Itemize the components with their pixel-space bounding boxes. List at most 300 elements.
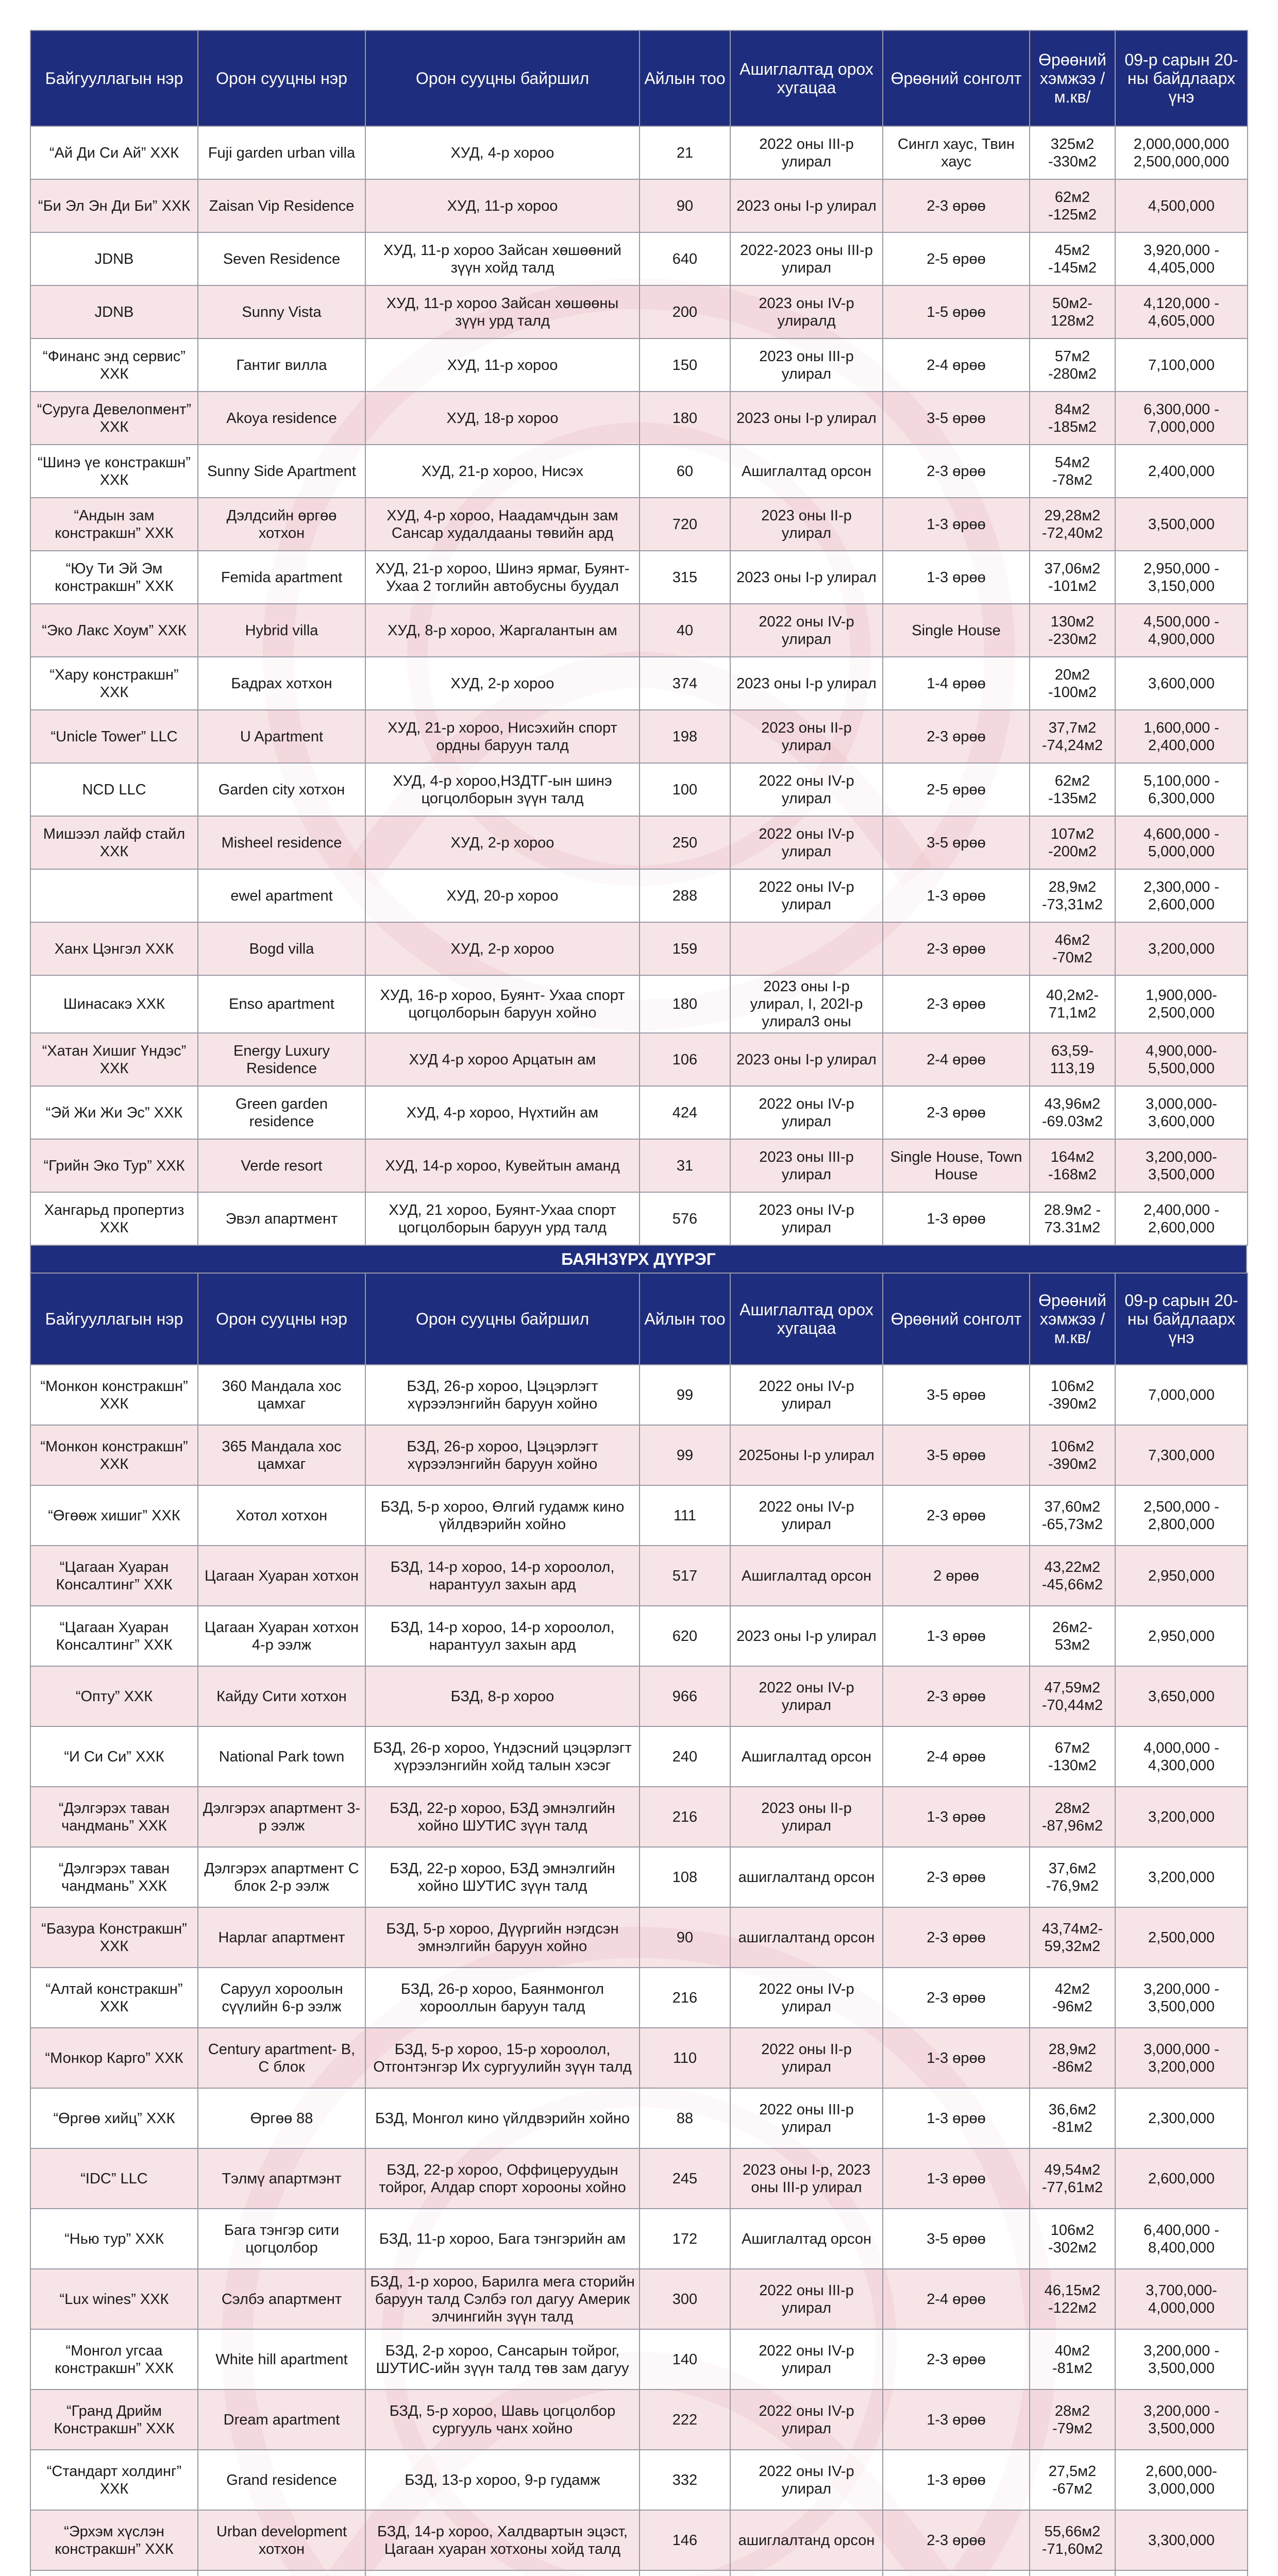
cell-location: ХУД, 21-р хороо, Нисэх: [365, 445, 640, 498]
cell-units: 332: [640, 2450, 730, 2510]
cell-units: 374: [640, 657, 730, 710]
cell-units: 720: [640, 498, 730, 551]
price-sheet: [30, 30, 1247, 2576]
cell-complex: White hill apartment: [198, 2329, 365, 2389]
table-row: [30, 2329, 1248, 2389]
table-row: [30, 1968, 1248, 2028]
cell-price: 2,400,000: [1115, 445, 1248, 498]
cell-size: 27,5м2 -67м2: [1030, 2450, 1115, 2510]
cell-price: 4,500,000 - 4,900,000: [1115, 604, 1248, 657]
cell-units: 517: [640, 1546, 730, 1606]
table-row: [30, 1787, 1248, 1847]
cell-complex: Sunny Vista: [198, 285, 365, 338]
cell-location: БЗД, 22-р хороо, БЗД эмнэлгийн хойно ШУТИС зүүн талд: [365, 1847, 640, 1907]
cell-rooms: 2-3 өрөө: [883, 1907, 1030, 1968]
cell-units: 40: [640, 604, 730, 657]
cell-location: ХУД, 4-р хороо: [365, 126, 640, 179]
cell-size: 37,7м2 -74,24м2: [1030, 710, 1115, 763]
cell-location: ХУД, 14-р хороо, Кувейтын аманд: [365, 1139, 640, 1192]
header-location: Орон сууцны байршил: [365, 1273, 640, 1365]
cell-size: 46,15м2 -122м2: [1030, 2269, 1115, 2329]
cell-complex: Өргөө 88: [198, 2088, 365, 2148]
cell-rooms: Single House, Town House: [883, 1139, 1030, 1192]
cell-date: 2022 оны IV-р улирал: [730, 763, 883, 816]
cell-location: ХУД, 2-р хороо: [365, 922, 640, 975]
cell-price: 2,300,000: [1115, 2088, 1248, 2148]
table-row: [30, 2570, 1248, 2576]
cell-complex: Hybrid villa: [198, 604, 365, 657]
cell-price: 2,500,000 - 2,800,000: [1115, 1485, 1248, 1546]
header-size: Өрөөний хэмжээ /м.кв/: [1030, 1273, 1115, 1365]
cell-location: БЗД, 14-р хороо, 14-р хороолол, нарантуул захын ард: [365, 1606, 640, 1666]
cell-price: 4,900,000- 5,500,000: [1115, 1033, 1248, 1086]
cell-date: Ашиглалтад орсон: [730, 2209, 883, 2269]
cell-price: 3,200,000: [1115, 1847, 1248, 1907]
cell-size: 28.9м2 - 73.31м2: [1030, 1192, 1115, 1245]
header-complex: Орон сууцны нэр: [198, 30, 365, 126]
cell-units: 146: [640, 2510, 730, 2570]
cell-location: ХУД, 21 хороо, Буянт-Ухаа спорт цогцолборын баруун урд талд: [365, 1192, 640, 1245]
cell-rooms: 2-3 өрөө: [883, 1847, 1030, 1907]
cell-units: 90: [640, 1907, 730, 1968]
cell-units: 620: [640, 1606, 730, 1666]
header-units: Айлын тоо: [640, 30, 730, 126]
cell-units: 424: [640, 1086, 730, 1139]
cell-company: “Хару констракшн” ХХК: [30, 657, 198, 710]
table-row: [30, 2028, 1248, 2088]
cell-company: “Цагаан Хуаран Консалтинг” ХХК: [30, 1546, 198, 1606]
cell-units: 111: [640, 1485, 730, 1546]
cell-company: Мишээл лайф стайл ХХК: [30, 816, 198, 869]
cell-date: Ашиглалтад орсон: [730, 1546, 883, 1606]
cell-units: 245: [640, 2148, 730, 2209]
cell-rooms: 2-3 өрөө: [883, 2329, 1030, 2389]
cell-company: “Дэлгэрэх таван чандмань” ХХК: [30, 1847, 198, 1907]
cell-company: “Грийн Эко Тур” ХХК: [30, 1139, 198, 1192]
cell-units: 159: [640, 922, 730, 975]
cell-units: 216: [640, 1968, 730, 2028]
cell-units: 60: [640, 445, 730, 498]
cell-rooms: 1-3 өрөө: [883, 1192, 1030, 1245]
cell-company: “Цагаан Хуаран Консалтинг” ХХК: [30, 1606, 198, 1666]
cell-units: 88: [640, 2088, 730, 2148]
table-row: [30, 1033, 1248, 1086]
cell-location: ХУД, 4-р хороо, Нүхтийн ам: [365, 1086, 640, 1139]
cell-size: 28м2 -79м2: [1030, 2389, 1115, 2450]
cell-size: 63,59- 113,19: [1030, 1033, 1115, 1086]
cell-size: 62м2 -125м2: [1030, 179, 1115, 232]
cell-location: ХУД, 16-р хороо, Буянт- Ухаа спорт цогцолборын баруун хойно: [365, 975, 640, 1033]
cell-complex: Эвэл апартмент: [198, 1192, 365, 1245]
cell-company: NCD LLC: [30, 763, 198, 816]
cell-rooms: 1-3 өрөө: [883, 1606, 1030, 1666]
cell-complex: National Park town: [198, 1726, 365, 1787]
cell-size: [1030, 2570, 1115, 2576]
cell-rooms: 2 өрөө: [883, 1546, 1030, 1606]
cell-company: “Базура Констракшн” ХХК: [30, 1907, 198, 1968]
district-title: БАЯНЗҮРХ ДҮҮРЭГ: [30, 1246, 1247, 1273]
cell-complex: Green garden residence: [198, 1086, 365, 1139]
cell-units: 198: [640, 710, 730, 763]
cell-price: 2,400,000 - 2,600,000: [1115, 1192, 1248, 1245]
header-rooms: Өрөөний сонголт: [883, 1273, 1030, 1365]
cell-price: 3,650,000: [1115, 1666, 1248, 1726]
header-units: Айлын тоо: [640, 1273, 730, 1365]
cell-rooms: 1-3 өрөө: [883, 1787, 1030, 1847]
table-row: [30, 1606, 1248, 1666]
cell-complex: Bogd villa: [198, 922, 365, 975]
cell-company: “Монкон констракшн” ХХК: [30, 1425, 198, 1485]
cell-date: ашиглалтанд орсон: [730, 2510, 883, 2570]
table-row: [30, 551, 1248, 604]
cell-price: 2,950,000: [1115, 1606, 1248, 1666]
cell-units: 100: [640, 763, 730, 816]
table-row: [30, 2269, 1248, 2329]
cell-company: “Шинэ үе констракшн” ХХК: [30, 445, 198, 498]
cell-price: [1115, 2570, 1248, 2576]
table-row: [30, 710, 1248, 763]
table-row: [30, 869, 1248, 922]
cell-company: “Монкон констракшн” ХХК: [30, 1365, 198, 1425]
header-company: Байгууллагын нэр: [30, 30, 198, 126]
table-row: [30, 1666, 1248, 1726]
cell-rooms: 2-4 өрөө: [883, 1033, 1030, 1086]
cell-location: БЗД, 14-р хороо, Халдвартын эцэст, Цагаан хуаран хотхоны хойд талд: [365, 2510, 640, 2570]
table-row: [30, 498, 1248, 551]
cell-company: “Би Эл Эн Ди Би” ХХК: [30, 179, 198, 232]
cell-complex: Grand residence: [198, 2450, 365, 2510]
table-row: [30, 2148, 1248, 2209]
cell-price: 3,000,000 - 3,200,000: [1115, 2028, 1248, 2088]
table-row: [30, 2450, 1248, 2510]
table-row: [30, 1192, 1248, 1245]
cell-company: “IDC” LLC: [30, 2148, 198, 2209]
cell-complex: Бадрах хотхон: [198, 657, 365, 710]
cell-company: Шинасакэ ХХК: [30, 975, 198, 1033]
cell-price: 3,000,000- 3,600,000: [1115, 1086, 1248, 1139]
cell-date: [730, 922, 883, 975]
cell-price: 4,600,000 - 5,000,000: [1115, 816, 1248, 869]
cell-company: Хангарьд пропертиз ХХК: [30, 1192, 198, 1245]
cell-date: 2023 оны IV-р улиралд: [730, 285, 883, 338]
cell-date: 2022 оны IV-р улирал: [730, 1365, 883, 1425]
table-row: [30, 604, 1248, 657]
header-location: Орон сууцны байршил: [365, 30, 640, 126]
table-row: [30, 1365, 1248, 1425]
cell-company: [30, 869, 198, 922]
cell-units: 576: [640, 1192, 730, 1245]
cell-size: 49,54м2 -77,61м2: [1030, 2148, 1115, 2209]
cell-date: 2022 оны IV-р улирал: [730, 604, 883, 657]
table-row: [30, 285, 1248, 338]
table-row: [30, 392, 1248, 445]
cell-date: 2023 оны I-р улирал: [730, 179, 883, 232]
table-row: [30, 763, 1248, 816]
cell-company: JDNB: [30, 285, 198, 338]
cell-units: 222: [640, 2389, 730, 2450]
cell-complex: Dream apartment: [198, 2389, 365, 2450]
cell-price: 2,600,000: [1115, 2148, 1248, 2209]
cell-complex: Нарлаг апартмент: [198, 1907, 365, 1968]
cell-price: 2,500,000: [1115, 1907, 1248, 1968]
cell-rooms: 1-3 өрөө: [883, 498, 1030, 551]
cell-location: БЗД, 26-р хороо, Цэцэрлэгт хүрээлэнгийн баруун хойно: [365, 1365, 640, 1425]
cell-location: ХУД, 11-р хороо: [365, 338, 640, 392]
cell-complex: Energy Luxury Residence: [198, 1033, 365, 1086]
cell-complex: 365 Мандала хос цамхаг: [198, 1425, 365, 1485]
cell-complex: Verde resort: [198, 1139, 365, 1192]
cell-price: 6,300,000 - 7,000,000: [1115, 392, 1248, 445]
cell-complex: Бага тэнгэр сити цогцолбор: [198, 2209, 365, 2269]
cell-rooms: 2-4 өрөө: [883, 338, 1030, 392]
cell-complex: Тэлмү апартмэнт: [198, 2148, 365, 2209]
cell-location: БЗД, 22-р хороо, Оффицеруудын тойрог, Алдар спорт хорооны хойно: [365, 2148, 640, 2209]
cell-size: 37,6м2 -76,9м2: [1030, 1847, 1115, 1907]
cell-company: “Дэлгэрэх таван чандмань” ХХК: [30, 1787, 198, 1847]
cell-price: 4,500,000: [1115, 179, 1248, 232]
cell-units: 288: [640, 869, 730, 922]
cell-date: 2023 оны I-р улирал: [730, 657, 883, 710]
table-body-section-2: [30, 1365, 1248, 2576]
table-row: [30, 1546, 1248, 1606]
cell-price: 3,600,000: [1115, 657, 1248, 710]
cell-complex: Femida apartment: [198, 551, 365, 604]
cell-size: 40м2 -81м2: [1030, 2329, 1115, 2389]
cell-location: БЗД, 5-р хороо, Өлгий гудамж кино үйлдвэрийн хойно: [365, 1485, 640, 1546]
cell-location: ХУД 4-р хороо Арцатын ам: [365, 1033, 640, 1086]
cell-rooms: 3-5 өрөө: [883, 2209, 1030, 2269]
cell-price: 3,200,000- 3,500,000: [1115, 1139, 1248, 1192]
cell-rooms: 2-3 өрөө: [883, 445, 1030, 498]
cell-date: 2022 оны III-р улирал: [730, 2088, 883, 2148]
cell-date: 2022 оны III-р улирал: [730, 2269, 883, 2329]
cell-company: “Алтай констракшн” ХХК: [30, 1968, 198, 2028]
cell-date: 2022 оны IV-р улирал: [730, 2450, 883, 2510]
cell-complex: Кайду Сити хотхон: [198, 1666, 365, 1726]
cell-rooms: 1-4 өрөө: [883, 657, 1030, 710]
cell-units: [640, 2570, 730, 2576]
cell-price: 3,700,000- 4,000,000: [1115, 2269, 1248, 2329]
table-row: [30, 179, 1248, 232]
table-section-1: [30, 30, 1248, 1246]
cell-rooms: 2-4 өрөө: [883, 2269, 1030, 2329]
cell-rooms: 3-5 өрөө: [883, 1365, 1030, 1425]
cell-units: 140: [640, 2329, 730, 2389]
cell-complex: Fuji garden urban villa: [198, 126, 365, 179]
header-rooms: Өрөөний сонголт: [883, 30, 1030, 126]
cell-size: 40,2м2- 71,1м2: [1030, 975, 1115, 1033]
cell-location: БЗД, 11-р хороо, Бага тэнгэрийн ам: [365, 2209, 640, 2269]
cell-company: JDNB: [30, 232, 198, 285]
cell-size: 50м2- 128м2: [1030, 285, 1115, 338]
cell-price: 5,100,000 - 6,300,000: [1115, 763, 1248, 816]
cell-company: [30, 2570, 198, 2576]
cell-location: ХУД, 4-р хороо,НЗДТГ-ын шинэ цогцолборын зүүн талд: [365, 763, 640, 816]
cell-complex: Сэлбэ апартмент: [198, 2269, 365, 2329]
header-date: Ашиглалтад орох хугацаа: [730, 1273, 883, 1365]
cell-company: “Монгол угсаа констракшн” ХХК: [30, 2329, 198, 2389]
cell-date: 2025оны I-р улирал: [730, 1425, 883, 1485]
cell-size: 28м2 -87,96м2: [1030, 1787, 1115, 1847]
cell-rooms: 1-3 өрөө: [883, 2088, 1030, 2148]
cell-location: БЗД, 26-р хороо, Баянмонгол хорооллын баруун талд: [365, 1968, 640, 2028]
table-row: [30, 1726, 1248, 1787]
table-row: [30, 338, 1248, 392]
cell-date: Ашиглалтад орсон: [730, 1726, 883, 1787]
cell-company: “Гранд Дрийм Констракшн” ХХК: [30, 2389, 198, 2450]
cell-units: 99: [640, 1365, 730, 1425]
cell-company: “Ай Ди Си Ай” ХХК: [30, 126, 198, 179]
cell-location: БЗД, 26-р хороо, Үндэсний цэцэрлэгт хүрээлэнгийн хойд талын хэсэг: [365, 1726, 640, 1787]
cell-date: 2023 оны I-р улирал: [730, 1606, 883, 1666]
cell-date: 2022 оны IV-р улирал: [730, 1485, 883, 1546]
cell-complex: Саруул хороолын сүүлийн 6-р ээлж: [198, 1968, 365, 2028]
cell-rooms: Single House: [883, 604, 1030, 657]
cell-rooms: 2-3 өрөө: [883, 179, 1030, 232]
table-row: [30, 1847, 1248, 1907]
cell-company: Ханх Цэнгэл ХХК: [30, 922, 198, 975]
cell-price: 3,300,000: [1115, 2510, 1248, 2570]
cell-size: 130м2 -230м2: [1030, 604, 1115, 657]
cell-price: 7,000,000: [1115, 1365, 1248, 1425]
cell-units: 21: [640, 126, 730, 179]
cell-location: БЗД, 22-р хороо, БЗД эмнэлгийн хойно ШУТИС зүүн талд: [365, 1787, 640, 1847]
cell-price: 6,400,000 - 8,400,000: [1115, 2209, 1248, 2269]
cell-rooms: 2-3 өрөө: [883, 1666, 1030, 1726]
cell-size: 57м2 -280м2: [1030, 338, 1115, 392]
cell-rooms: 2-3 өрөө: [883, 1968, 1030, 2028]
cell-company: “Суруга Девелопмент” ХХК: [30, 392, 198, 445]
cell-location: ХУД, 2-р хороо: [365, 657, 640, 710]
cell-price: 1,600,000 - 2,400,000: [1115, 710, 1248, 763]
header-date: Ашиглалтад орох хугацаа: [730, 30, 883, 126]
cell-rooms: Сингл хаус, Твин хаус: [883, 126, 1030, 179]
cell-complex: Urban development хотхон: [198, 2510, 365, 2570]
header-size: Өрөөний хэмжээ /м.кв/: [1030, 30, 1115, 126]
cell-company: “Өргөө хийц” ХХК: [30, 2088, 198, 2148]
cell-location: БЗД, 8-р хороо: [365, 1666, 640, 1726]
cell-location: БЗД, 13-р хороо, 9-р гудамж: [365, 2450, 640, 2510]
cell-date: 2023 оны IV-р улирал: [730, 1192, 883, 1245]
cell-price: 7,300,000: [1115, 1425, 1248, 1485]
table-row: [30, 975, 1248, 1033]
cell-size: 28,9м2 -86м2: [1030, 2028, 1115, 2088]
cell-complex: Хотол хотхон: [198, 1485, 365, 1546]
cell-location: ХУД, 2-р хороо: [365, 816, 640, 869]
cell-company: “Эрхэм хүслэн констракшн” ХХК: [30, 2510, 198, 2570]
cell-company: “Хатан Хишиг Үндэс” ХХК: [30, 1033, 198, 1086]
cell-size: 67м2 -130м2: [1030, 1726, 1115, 1787]
cell-complex: Гантиг вилла: [198, 338, 365, 392]
cell-company: “Монкор Карго” ХХК: [30, 2028, 198, 2088]
cell-rooms: 2-3 өрөө: [883, 1485, 1030, 1546]
cell-complex: Akoya residence: [198, 392, 365, 445]
cell-date: [730, 2570, 883, 2576]
cell-price: 4,120,000 - 4,605,000: [1115, 285, 1248, 338]
cell-complex: ewel apartment: [198, 869, 365, 922]
cell-price: 7,100,000: [1115, 338, 1248, 392]
cell-price: 2,950,000: [1115, 1546, 1248, 1606]
cell-price: 3,200,000: [1115, 1787, 1248, 1847]
cell-size: 36,6м2 -81м2: [1030, 2088, 1115, 2148]
cell-company: “Эй Жи Жи Эс” ХХК: [30, 1086, 198, 1139]
cell-price: 3,200,000 - 3,500,000: [1115, 2389, 1248, 2450]
cell-price: 2,950,000 - 3,150,000: [1115, 551, 1248, 604]
cell-price: 3,200,000 - 3,500,000: [1115, 2329, 1248, 2389]
cell-units: 90: [640, 179, 730, 232]
cell-size: 37,06м2 -101м2: [1030, 551, 1115, 604]
cell-size: 164м2 -168м2: [1030, 1139, 1115, 1192]
cell-location: ХУД, 21-р хороо, Нисэхийн спорт ордны баруун талд: [365, 710, 640, 763]
table-row: [30, 126, 1248, 179]
cell-size: 84м2 -185м2: [1030, 392, 1115, 445]
cell-size: 26м2- 53м2: [1030, 1606, 1115, 1666]
cell-price: 2,300,000 - 2,600,000: [1115, 869, 1248, 922]
cell-date: Ашиглалтад орсон: [730, 445, 883, 498]
table-row: [30, 922, 1248, 975]
cell-date: 2023 оны II-р улирал: [730, 498, 883, 551]
cell-rooms: 1-3 өрөө: [883, 2028, 1030, 2088]
cell-date: 2022 оны IV-р улирал: [730, 2389, 883, 2450]
cell-units: 300: [640, 2269, 730, 2329]
cell-location: ХУД, 11-р хороо Зайсан хөшөөний зүүн хойд талд: [365, 232, 640, 285]
cell-size: 43,74м2- 59,32м2: [1030, 1907, 1115, 1968]
cell-price: 3,920,000 - 4,405,000: [1115, 232, 1248, 285]
cell-units: 315: [640, 551, 730, 604]
cell-rooms: 1-3 өрөө: [883, 551, 1030, 604]
cell-date: 2022-2023 оны III-р улирал: [730, 232, 883, 285]
cell-date: 2022 оны IV-р улирал: [730, 869, 883, 922]
cell-date: 2023 оны I-р улирал: [730, 551, 883, 604]
cell-complex: Misheel residence: [198, 816, 365, 869]
cell-location: ХУД, 18-р хороо: [365, 392, 640, 445]
cell-size: 325м2 -330м2: [1030, 126, 1115, 179]
cell-complex: Дэлдсийн өргөө хотхон: [198, 498, 365, 551]
cell-location: БЗД, 2-р хороо, Сансарын тойрог, ШУТИС-ийн зүүн талд төв зам дагуу: [365, 2329, 640, 2389]
cell-price: 2,000,000,000 2,500,000,000: [1115, 126, 1248, 179]
cell-date: 2022 оны IV-р улирал: [730, 1968, 883, 2028]
cell-size: 55,66м2 -71,60м2: [1030, 2510, 1115, 2570]
cell-date: 2023 оны I-р улирал: [730, 1033, 883, 1086]
cell-location: БЗД, 5-р хороо, 15-р хороолол, Отгонтэнгэр Их сургуулийн зүүн талд: [365, 2028, 640, 2088]
table-row: [30, 1485, 1248, 1546]
cell-size: 106м2 -302м2: [1030, 2209, 1115, 2269]
cell-price: 3,200,000 - 3,500,000: [1115, 1968, 1248, 2028]
cell-units: 99: [640, 1425, 730, 1485]
cell-date: 2023 оны II-р улирал: [730, 1787, 883, 1847]
cell-size: 20м2 -100м2: [1030, 657, 1115, 710]
cell-location: БЗД, Монгол кино үйлдвэрийн хойно: [365, 2088, 640, 2148]
table-row: [30, 1139, 1248, 1192]
table-section-2: [30, 1273, 1248, 2576]
cell-price: 3,200,000: [1115, 922, 1248, 975]
cell-date: 2023 оны I-р улирал, I, 202I-р улирал3 оны: [730, 975, 883, 1033]
cell-company: “Өгөөж хишиг” ХХК: [30, 1485, 198, 1546]
cell-location: БЗД, 14-р хороо, 14-р хороолол, нарантуул захын ард: [365, 1546, 640, 1606]
cell-complex: Enso apartment: [198, 975, 365, 1033]
cell-size: 29,28м2 -72,40м2: [1030, 498, 1115, 551]
table-row: [30, 232, 1248, 285]
cell-complex: U Apartment: [198, 710, 365, 763]
cell-size: 106м2 -390м2: [1030, 1365, 1115, 1425]
cell-rooms: [883, 2570, 1030, 2576]
cell-complex: Seven Residence: [198, 232, 365, 285]
cell-rooms: 1-5 өрөө: [883, 285, 1030, 338]
cell-units: 172: [640, 2209, 730, 2269]
header-row: [30, 1273, 1248, 1365]
cell-units: 180: [640, 392, 730, 445]
cell-complex: Цагаан Хуаран хотхон 4-р ээлж: [198, 1606, 365, 1666]
